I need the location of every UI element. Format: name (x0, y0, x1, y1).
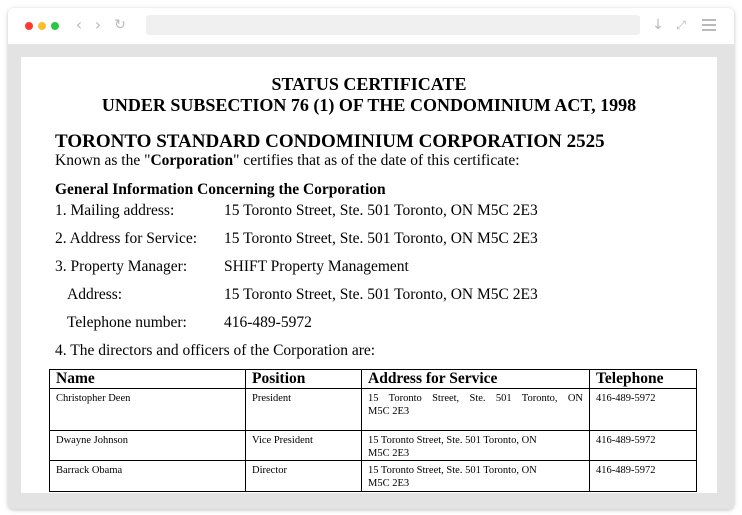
table-row (50, 389, 697, 431)
general-info-heading: General Information Concerning the Corporation (55, 181, 386, 198)
known-as-text: Known as the "Corporation" certifies that as of the date of this certificate: (55, 152, 520, 169)
header-telephone: Telephone (590, 370, 697, 389)
director-position: President (246, 389, 362, 431)
director-address-line1: 15 Toronto Street, Ste. 501 Toronto, ON (368, 393, 583, 404)
director-address (362, 389, 590, 431)
director-address (362, 461, 590, 492)
property-manager-value: SHIFT Property Management (224, 258, 409, 275)
service-address-label: 2. Address for Service: (55, 230, 198, 247)
service-address-value: 15 Toronto Street, Ste. 501 Toronto, ON M5C 2E3 (224, 230, 538, 247)
property-manager-label: 3. Property Manager: (55, 258, 188, 275)
mailing-address-label: 1. Mailing address: (55, 202, 175, 219)
director-address-line1: 15 Toronto Street, Ste. 501 Toronto, ON (368, 465, 537, 476)
director-telephone: 416-489-5972 (590, 461, 697, 492)
directors-intro: 4. The directors and officers of the Corporation are: (55, 342, 376, 359)
chevron-left-icon[interactable]: ‹ (75, 15, 83, 34)
director-address-line2: M5C 2E3 (368, 406, 410, 417)
header-address: Address for Service (362, 370, 590, 389)
certificate-title: STATUS CERTIFICATE (271, 74, 467, 94)
director-telephone: 416-489-5972 (590, 389, 697, 431)
director-address-line2: M5C 2E3 (368, 478, 410, 489)
director-position: Director (246, 461, 362, 492)
director-telephone: 416-489-5972 (590, 431, 697, 461)
close-window-button[interactable] (25, 22, 33, 30)
directors-table (49, 369, 697, 492)
chevron-right-icon[interactable]: › (94, 15, 102, 34)
address-bar[interactable] (146, 15, 640, 35)
certificate-subtitle: UNDER SUBSECTION 76 (1) OF THE CONDOMINIUM ACT, 1998 (101, 95, 637, 115)
director-name: Barrack Obama (50, 461, 246, 492)
browser-toolbar (8, 8, 734, 45)
manager-address-value: 15 Toronto Street, Ste. 501 Toronto, ON M5C 2E3 (224, 286, 538, 303)
mailing-address-value: 15 Toronto Street, Ste. 501 Toronto, ON M5C 2E3 (224, 202, 538, 219)
document-page (21, 57, 717, 493)
director-address-line1: 15 Toronto Street, Ste. 501 Toronto, ON (368, 435, 537, 446)
director-position: Vice President (246, 431, 362, 461)
director-name: Christopher Deen (50, 389, 246, 431)
director-name: Dwayne Johnson (50, 431, 246, 461)
director-address-line2: M5C 2E3 (368, 448, 410, 459)
telephone-label: Telephone number: (67, 314, 187, 331)
reload-icon[interactable]: ↻ (114, 17, 126, 33)
expand-icon[interactable]: ⤢ (676, 18, 686, 32)
table-row (50, 461, 697, 492)
header-name: Name (50, 370, 246, 389)
table-row (50, 431, 697, 461)
director-address (362, 431, 590, 461)
maximize-window-button[interactable] (51, 22, 59, 30)
header-position: Position (246, 370, 362, 389)
minimize-window-button[interactable] (38, 22, 46, 30)
manager-address-label: Address: (67, 286, 123, 303)
corporation-name: TORONTO STANDARD CONDOMINIUM CORPORATION 2525 (55, 131, 605, 152)
browser-window (8, 8, 734, 509)
telephone-value: 416-489-5972 (224, 314, 312, 331)
download-icon[interactable]: ↓ (652, 17, 664, 33)
hamburger-menu-icon[interactable] (702, 19, 716, 31)
